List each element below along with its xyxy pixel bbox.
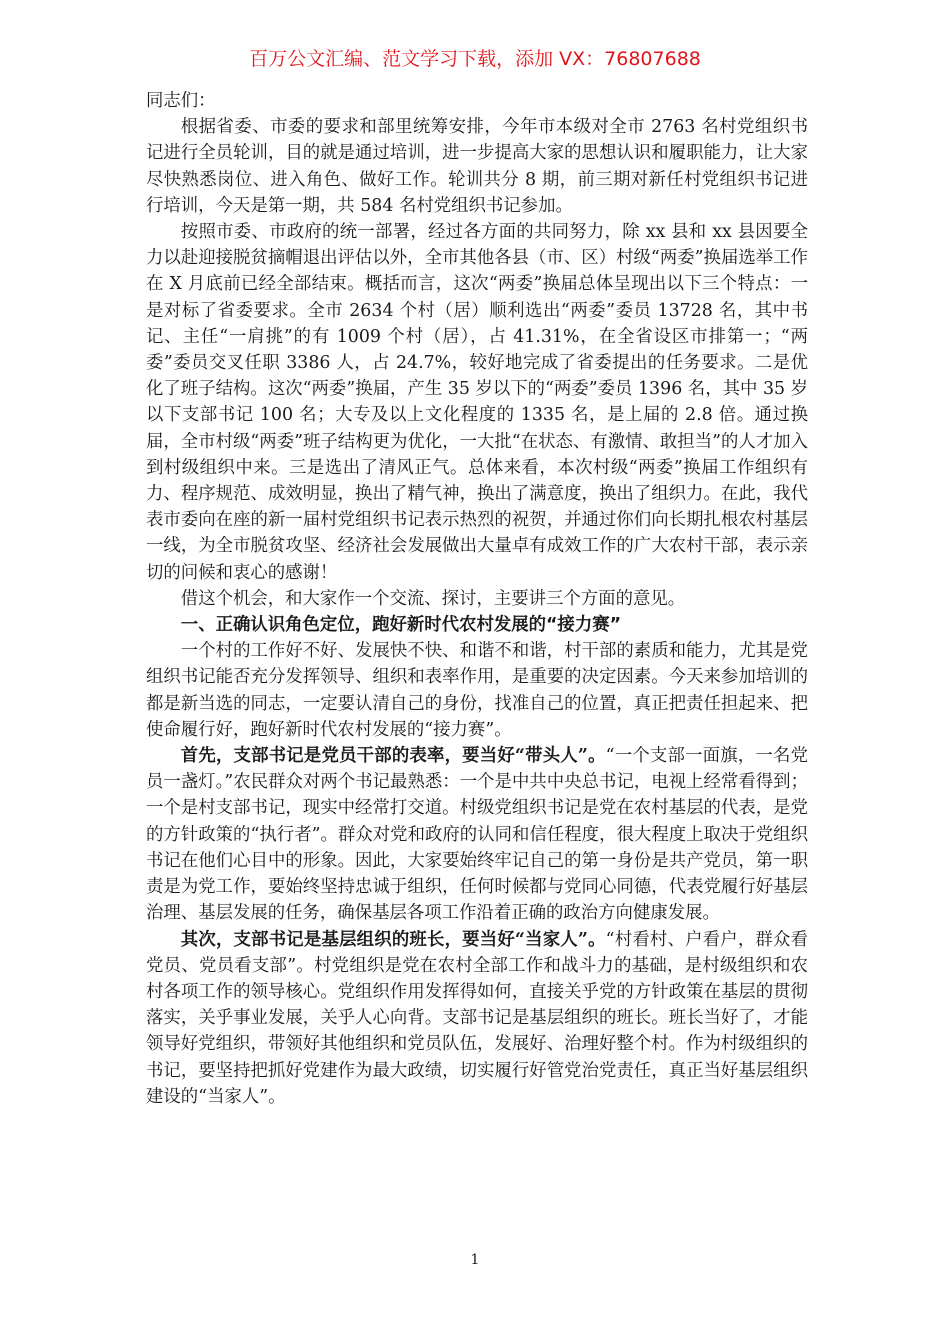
page-number: 1 bbox=[470, 1252, 480, 1268]
paragraph-6-text: “村看村、户看户，群众看党员、党员看支部”。村党组织是党在农村全部工作和战斗力的基础，是村级组织和农村各项工作的领导核心。党组织作用发挥得如何，直接关乎党的方针政策在基层的贯彻落实，关乎事业发展，关乎人心向背。支部书记是基层组织的班长。班长当好了，才能领导好党组织，带领好其他组织和党员队伍，发展好、治理好整个村。作为村级组织的书记，要坚持把抓好党建作为最大政绩，切实履行好管党治党责任，真正当好基层组织建设的“当家人”。 bbox=[146, 929, 808, 1107]
paragraph-2: 按照市委、市政府的统一部署，经过各方面的共同努力，除 xx 县和 xx 县因要全力以赴迎接脱贫摘帽退出评估以外，全市其他各县（市、区）村级“两委”换届选举工作在 X 月底前已经全部结束。概括而言，这次“两委”换届总体呈现出以下三个特点：一是对标了省委要求。全市 2634 个村（居）顺利选出“两委”委员 13728 名，其中书记、主任“一肩挑”的有 1009 个村（居），占 41.31%，在全省设区市排第一；“两委”委员交叉任职 3386 人，占 24.7%，较好地完成了省委提出的任务要求。二是优化了班子结构。这次“两委”换届，产生 35 岁以下的“两委”委员 1396 名，其中 35 岁以下支部书记 100 名；大专及以上文化程度的 1335 名，是上届的 2.8 倍。通过换届，全市村级“两委”班子结构更为优化，一大批“在状态、有激情、敢担当”的人才加入到村级组织中来。三是选出了清风正气。总体来看，本次村级“两委”换届工作组织有力、程序规范、成效明显，换出了精气神，换出了满意度，换出了组织力。在此，我代表市委向在座的新一届村党组织书记表示热烈的祝贺，并通过你们向长期扎根农村基层一线，为全市脱贫攻坚、经济社会发展做出大量卓有成效工作的广大农村干部，表示亲切的问候和衷心的感谢！ bbox=[146, 222, 808, 583]
paragraph-5 bbox=[146, 743, 808, 926]
paragraph-5-lead: 首先，支部书记是党员干部的表率，要当好“带头人”。 bbox=[180, 746, 606, 767]
watermark-banner: 百万公文汇编、范文学习下载，添加 VX：76807688 bbox=[249, 48, 701, 70]
paragraph-6-lead: 其次，支部书记是基层组织的班长，要当好“当家人”。 bbox=[180, 929, 606, 950]
salutation: 同志们： bbox=[146, 91, 216, 111]
paragraph-4: 一个村的工作好不好、发展快不快、和谐不和谐，村干部的素质和能力，尤其是党组织书记能否充分发挥领导、组织和表率作用，是重要的决定因素。今天来参加培训的都是新当选的同志，一定要认清自己的身份，找准自己的位置，真正把责任担起来、把使命履行好，跑好新时代农村发展的“接力赛”。 bbox=[146, 641, 808, 740]
section-heading-1: 一、正确认识角色定位，跑好新时代农村发展的“接力赛” bbox=[180, 615, 622, 636]
paragraph-3: 借这个机会，和大家作一个交流、探讨，主要讲三个方面的意见。 bbox=[180, 588, 686, 609]
paragraph-1: 根据省委、市委的要求和部里统筹安排，今年市本级对全市 2763 名村党组织书记进行全员轮训，目的就是通过培训，进一步提高大家的思想认识和履职能力，让大家尽快熟悉岗位、进入角色、做好工作。轮训共分 8 期，前三期对新任村党组织书记进行培训，今天是第一期，共 584 名村党组织书记参加。 bbox=[146, 117, 808, 216]
document-body bbox=[146, 88, 808, 1110]
paragraph-5-text: “一个支部一面旗，一名党员一盏灯。”农民群众对两个书记最熟悉：一个是中共中央总书记，电视上经常看得到；一个是村支部书记，现实中经常打交道。村级党组织书记是党在农村基层的代表，是党的方针政策的“执行者”。群众对党和政府的认同和信任程度，很大程度上取决于党组织书记在他们心目中的形象。因此，大家要始终牢记自己的第一身份是共产党员，第一职责是为党工作，要始终坚持忠诚于组织，任何时候都与党同心同德，代表党履行好基层治理、基层发展的任务，确保基层各项工作沿着正确的政治方向健康发展。 bbox=[146, 746, 808, 924]
paragraph-6 bbox=[146, 927, 808, 1110]
